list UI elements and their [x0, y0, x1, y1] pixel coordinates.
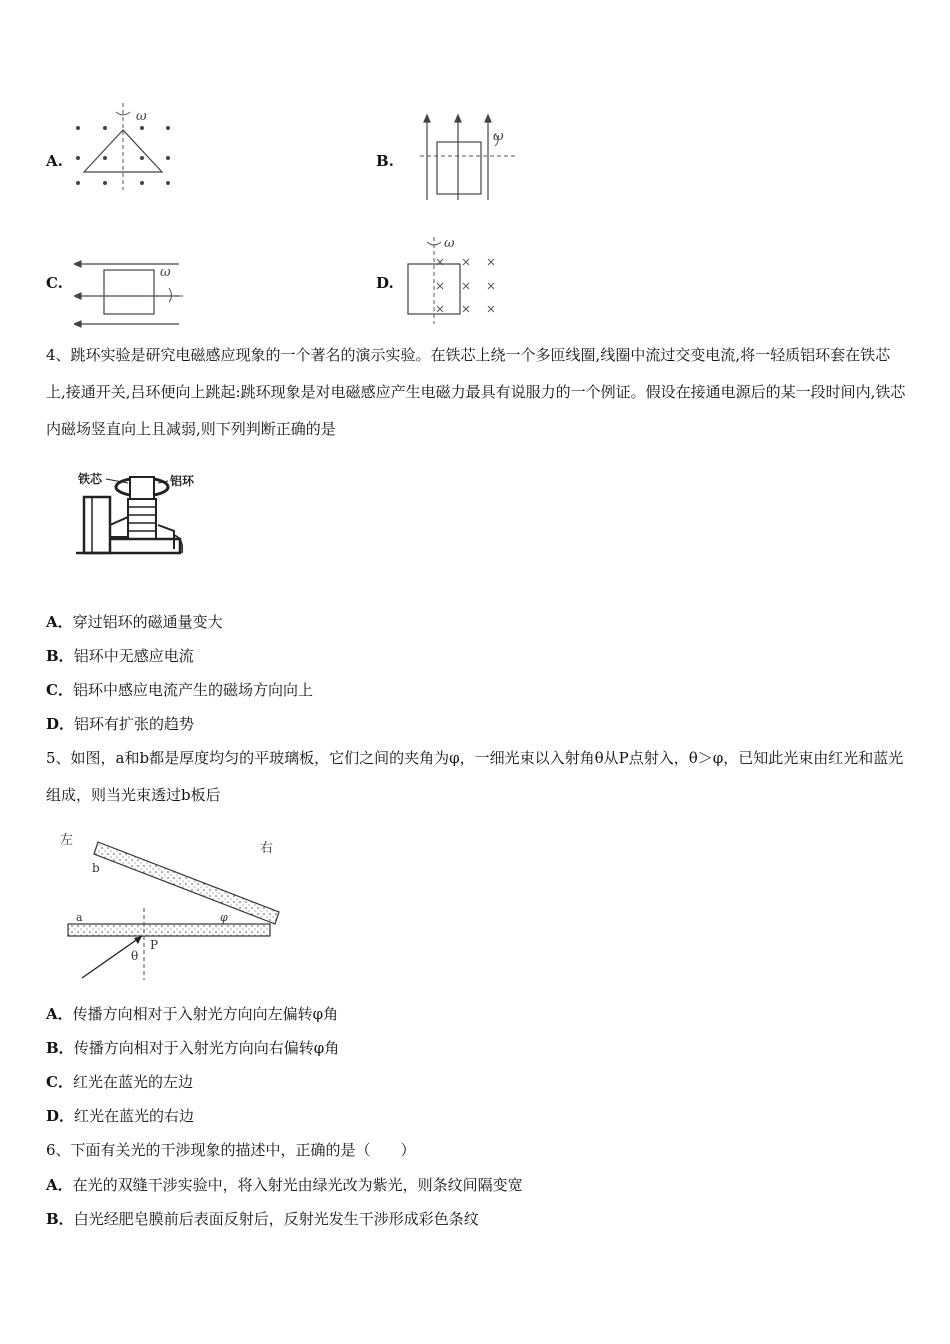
option-key: B． — [46, 1039, 74, 1057]
omega-label: ω — [493, 129, 504, 144]
q5-option-a — [46, 1004, 338, 1024]
figure-label-a: a — [76, 911, 83, 924]
option-text: 红光在蓝光的左边 — [72, 1073, 193, 1091]
q4-figure-jumping-ring — [70, 465, 210, 565]
q3-option-c-label: C. — [46, 274, 63, 292]
q4-option-b — [46, 646, 194, 666]
q5-option-d — [46, 1106, 194, 1126]
q3-option-b-label: B. — [376, 152, 394, 170]
figure-label-core: 铁芯 — [78, 472, 103, 486]
q3-option-a-label: A. — [46, 152, 63, 170]
option-text: 穿过铝环的磁通量变大 — [72, 613, 223, 631]
option-text: 铝环中感应电流产生的磁场方向向上 — [72, 681, 313, 699]
option-text: 红光在蓝光的右边 — [74, 1107, 195, 1125]
figure-label-theta: θ — [131, 949, 139, 963]
q5-stem: 5、如图，a和b都是厚度均匀的平玻璃板，它们之间的夹角为φ，一细光束以入射角θ从P点射入，θ＞φ，已知此光束由红光和蓝光组成，则当光束透过b板后 — [46, 749, 904, 804]
option-text: 白光经肥皂膜前后表面反射后，反射光发生干涉形成彩色条纹 — [73, 1210, 479, 1228]
option-key: A． — [46, 1176, 73, 1194]
q4-option-d — [46, 714, 194, 734]
option-key: D． — [46, 1107, 75, 1125]
figure-label-left: 左 — [60, 833, 74, 848]
q5-option-b — [46, 1038, 339, 1058]
omega-label: ω — [160, 265, 171, 280]
q3-figure-d — [404, 232, 514, 324]
figure-label-right: 右 — [260, 841, 274, 856]
option-key: C． — [46, 681, 73, 699]
figure-label-phi: φ — [220, 911, 228, 924]
q3-figure-c — [74, 258, 189, 330]
q4-option-a — [46, 612, 223, 632]
q4-option-c — [46, 680, 313, 700]
omega-label: ω — [444, 236, 455, 251]
option-text: 在光的双缝干涉实验中，将入射光由绿光改为紫光，则条纹间隔变宽 — [72, 1176, 523, 1194]
q5-option-c — [46, 1072, 193, 1092]
q6-option-b — [46, 1209, 479, 1229]
q3-figure-b — [415, 112, 525, 204]
option-text: 传播方向相对于入射光方向向左偏转φ角 — [72, 1005, 339, 1023]
q5-figure-glass-plates — [58, 828, 288, 983]
q3-figure-a — [70, 98, 180, 193]
option-key: B． — [46, 647, 74, 665]
q3-option-d-label: D. — [376, 274, 394, 292]
option-text: 传播方向相对于入射光方向向右偏转φ角 — [73, 1039, 340, 1057]
option-text: 铝环中无感应电流 — [73, 647, 194, 665]
option-text: 铝环有扩张的趋势 — [74, 715, 195, 733]
option-key: A． — [46, 1005, 73, 1023]
figure-label-b: b — [92, 861, 100, 875]
option-key: A． — [46, 613, 73, 631]
figure-label-p: P — [150, 938, 159, 952]
omega-label: ω — [136, 109, 147, 124]
q6-option-a — [46, 1175, 523, 1195]
q6-stem: 6、下面有关光的干涉现象的描述中，正确的是（ ） — [46, 1141, 416, 1159]
q4-stem: 4、跳环实验是研究电磁感应现象的一个著名的演示实验。在铁芯上绕一个多匝线圈,线圈中流过交变电流,将一轻质铝环套在铁芯上,接通开关,吕环便向上跳起:跳环现象是对电磁感应产生电磁力最具有说服力的一个例证。假设在接通电源后的某一段时间内,铁芯内磁场竖直向上且减弱,则下列判断正确的是 — [46, 346, 906, 438]
figure-label-ring: 铝环 — [170, 474, 195, 488]
option-key: D． — [46, 715, 75, 733]
option-key: C． — [46, 1073, 73, 1091]
option-key: B． — [46, 1210, 74, 1228]
